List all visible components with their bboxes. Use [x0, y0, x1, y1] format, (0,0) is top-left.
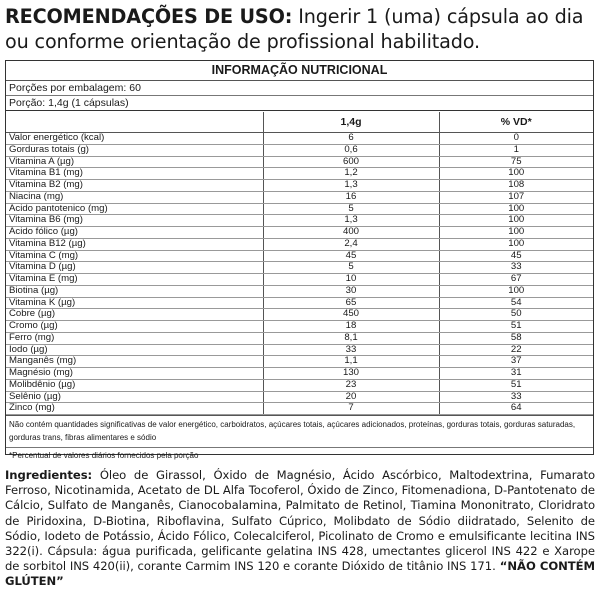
nutrient-row	[6, 180, 593, 192]
nutrition-table	[6, 112, 593, 415]
nutrient-vd: 75	[439, 156, 593, 168]
nutrient-row	[6, 156, 593, 168]
nutrient-name: Cobre (µg)	[6, 309, 263, 321]
nutrient-row	[6, 297, 593, 309]
nutrient-amount: 0,6	[263, 144, 439, 156]
nutrient-name: Vitamina B2 (mg)	[6, 180, 263, 192]
nutrient-amount: 6	[263, 133, 439, 145]
nutrient-row	[6, 227, 593, 239]
portion-size: Porção: 1,4g (1 cápsulas)	[6, 96, 593, 111]
nutrient-row	[6, 203, 593, 215]
nutrient-row	[6, 321, 593, 333]
nutrient-row	[6, 344, 593, 356]
nutrient-vd: 33	[439, 262, 593, 274]
nutrient-vd: 37	[439, 356, 593, 368]
nutrition-table-header	[6, 112, 593, 133]
nutrient-name: Vitamina K (µg)	[6, 297, 263, 309]
nutrient-name: Gorduras totais (g)	[6, 144, 263, 156]
nutrient-name: Vitamina B1 (mg)	[6, 168, 263, 180]
nutrient-vd: 33	[439, 391, 593, 403]
servings-per-package: Porções por embalagem: 60	[6, 81, 593, 96]
nutrient-name: Manganês (mg)	[6, 356, 263, 368]
nutrient-vd: 22	[439, 344, 593, 356]
nutrient-row	[6, 168, 593, 180]
nutrient-row	[6, 332, 593, 344]
nutrition-facts-panel	[5, 60, 594, 460]
nutrient-amount: 8,1	[263, 332, 439, 344]
nutrient-vd: 100	[439, 203, 593, 215]
nutrient-vd: 50	[439, 309, 593, 321]
nutrient-row	[6, 368, 593, 380]
nutrient-row	[6, 191, 593, 203]
nutrient-amount: 1,1	[263, 356, 439, 368]
nutrient-row	[6, 309, 593, 321]
header-blank	[6, 112, 263, 133]
nutrient-vd: 100	[439, 227, 593, 239]
nutrient-name: Vitamina E (mg)	[6, 274, 263, 286]
nutrient-vd: 51	[439, 379, 593, 391]
nutrient-name: Vitamina A (µg)	[6, 156, 263, 168]
nutrient-name: Ferro (mg)	[6, 332, 263, 344]
nutrient-row	[6, 379, 593, 391]
nutrient-name: Zinco (mg)	[6, 403, 263, 415]
nutrient-amount: 2,4	[263, 238, 439, 250]
nutrient-name: Vitamina C (mg)	[6, 250, 263, 262]
nutrient-amount: 600	[263, 156, 439, 168]
nutrient-row	[6, 144, 593, 156]
ingredients-text: Óleo de Girassol, Óxido de Magnésio, Ácido Ascórbico, Maltodextrina, Fumarato Ferroso, Nicotinamida, Acetato de DL Alfa Tocoferol, Óxido de Zinco, Fitomenadiona, D-Pantotenato de Cálcio, Sulfato de Manganês, Cianocobalamina, Palmitato de Retinol, Tiamina Mononitrato, Cloridrato de Piridoxina, D-Biotina, Riboflavina, Sulfato Cúprico, Molibdato de Sódio diidratado, Selenito de Sódio, Iodeto de Potássio, Ácido Fólico, Colecalciferol, Picolinato de Cromo e emulsificante lecitina INS 322(i). Cápsula: água purificada, gelificante gelatina INS 428, umectantes glicerol INS 422 e Xarope de sorbitol INS 420(ii), corante Carmim INS 120 e corante Dióxido de titânio INS 171.	[5, 468, 595, 574]
nutrient-amount: 1,3	[263, 215, 439, 227]
nutrient-name: Ácido pantotenico (mg)	[6, 203, 263, 215]
nutrient-name: Vitamina B12 (µg)	[6, 238, 263, 250]
nutrient-vd: 67	[439, 274, 593, 286]
nutrient-vd: 100	[439, 215, 593, 227]
ingredients-block	[5, 468, 595, 590]
nutrient-amount: 7	[263, 403, 439, 415]
nutrient-row	[6, 238, 593, 250]
nutrient-vd: 100	[439, 285, 593, 297]
nutrient-amount: 30	[263, 285, 439, 297]
header-vd: % VD*	[439, 112, 593, 133]
nutrient-amount: 45	[263, 250, 439, 262]
vd-footnote: *Percentual de valores diários fornecidos pela porção	[6, 447, 593, 462]
nutrient-vd: 1	[439, 144, 593, 156]
nutrient-amount: 23	[263, 379, 439, 391]
usage-label: RECOMENDAÇÕES DE USO:	[5, 5, 293, 28]
nutrient-amount: 5	[263, 203, 439, 215]
nutrient-vd: 107	[439, 191, 593, 203]
nutrient-amount: 33	[263, 344, 439, 356]
nutrient-amount: 1,3	[263, 180, 439, 192]
nutrient-amount: 400	[263, 227, 439, 239]
nutrient-vd: 51	[439, 321, 593, 333]
gluten-warning: “NÃO CONTÉM GLÚTEN”	[5, 559, 595, 589]
nutrient-vd: 0	[439, 133, 593, 145]
nutrient-vd: 31	[439, 368, 593, 380]
usage-recommendation	[5, 4, 597, 54]
nutrient-row	[6, 403, 593, 415]
nutrient-name: Cromo (µg)	[6, 321, 263, 333]
nutrient-amount: 18	[263, 321, 439, 333]
nutrient-row	[6, 262, 593, 274]
nutrient-name: Magnésio (mg)	[6, 368, 263, 380]
nutrient-name: Valor energético (kcal)	[6, 133, 263, 145]
nutrient-name: Iodo (µg)	[6, 344, 263, 356]
nutrient-vd: 54	[439, 297, 593, 309]
nutrient-name: Ácido fólico (µg)	[6, 227, 263, 239]
nutrient-amount: 10	[263, 274, 439, 286]
nutrient-name: Biotina (µg)	[6, 285, 263, 297]
nutrient-row	[6, 356, 593, 368]
nutrient-amount: 20	[263, 391, 439, 403]
header-amount: 1,4g	[263, 112, 439, 133]
nutrient-row	[6, 285, 593, 297]
nutrient-amount: 16	[263, 191, 439, 203]
usage-text: Ingerir 1 (uma) cápsula ao dia ou conforme orientação de profissional habilitado.	[5, 5, 584, 53]
nutrient-vd: 64	[439, 403, 593, 415]
nutrition-title: INFORMAÇÃO NUTRICIONAL	[6, 61, 593, 81]
nutrient-row	[6, 215, 593, 227]
nutrient-amount: 450	[263, 309, 439, 321]
nutrient-name: Vitamina B6 (mg)	[6, 215, 263, 227]
nutrient-vd: 100	[439, 238, 593, 250]
nutrient-amount: 65	[263, 297, 439, 309]
nutrient-row	[6, 391, 593, 403]
nutrient-name: Selênio (µg)	[6, 391, 263, 403]
nutrient-name: Molibdênio (µg)	[6, 379, 263, 391]
nutrient-name: Vitamina D (µg)	[6, 262, 263, 274]
nutrient-vd: 100	[439, 168, 593, 180]
insignificant-note: Não contém quantidades significativas de valor energético, carboidratos, açúcares totais, açúcares adicionados, proteínas, gorduras totais, gorduras saturadas, gorduras trans, fibras alimentares e sódio	[6, 415, 593, 444]
nutrient-row	[6, 133, 593, 145]
nutrient-amount: 130	[263, 368, 439, 380]
nutrient-name: Niacina (mg)	[6, 191, 263, 203]
nutrient-vd: 45	[439, 250, 593, 262]
nutrient-vd: 58	[439, 332, 593, 344]
nutrient-row	[6, 250, 593, 262]
nutrient-vd: 108	[439, 180, 593, 192]
ingredients-label: Ingredientes:	[5, 468, 93, 482]
nutrient-amount: 5	[263, 262, 439, 274]
nutrient-row	[6, 274, 593, 286]
nutrient-amount: 1,2	[263, 168, 439, 180]
